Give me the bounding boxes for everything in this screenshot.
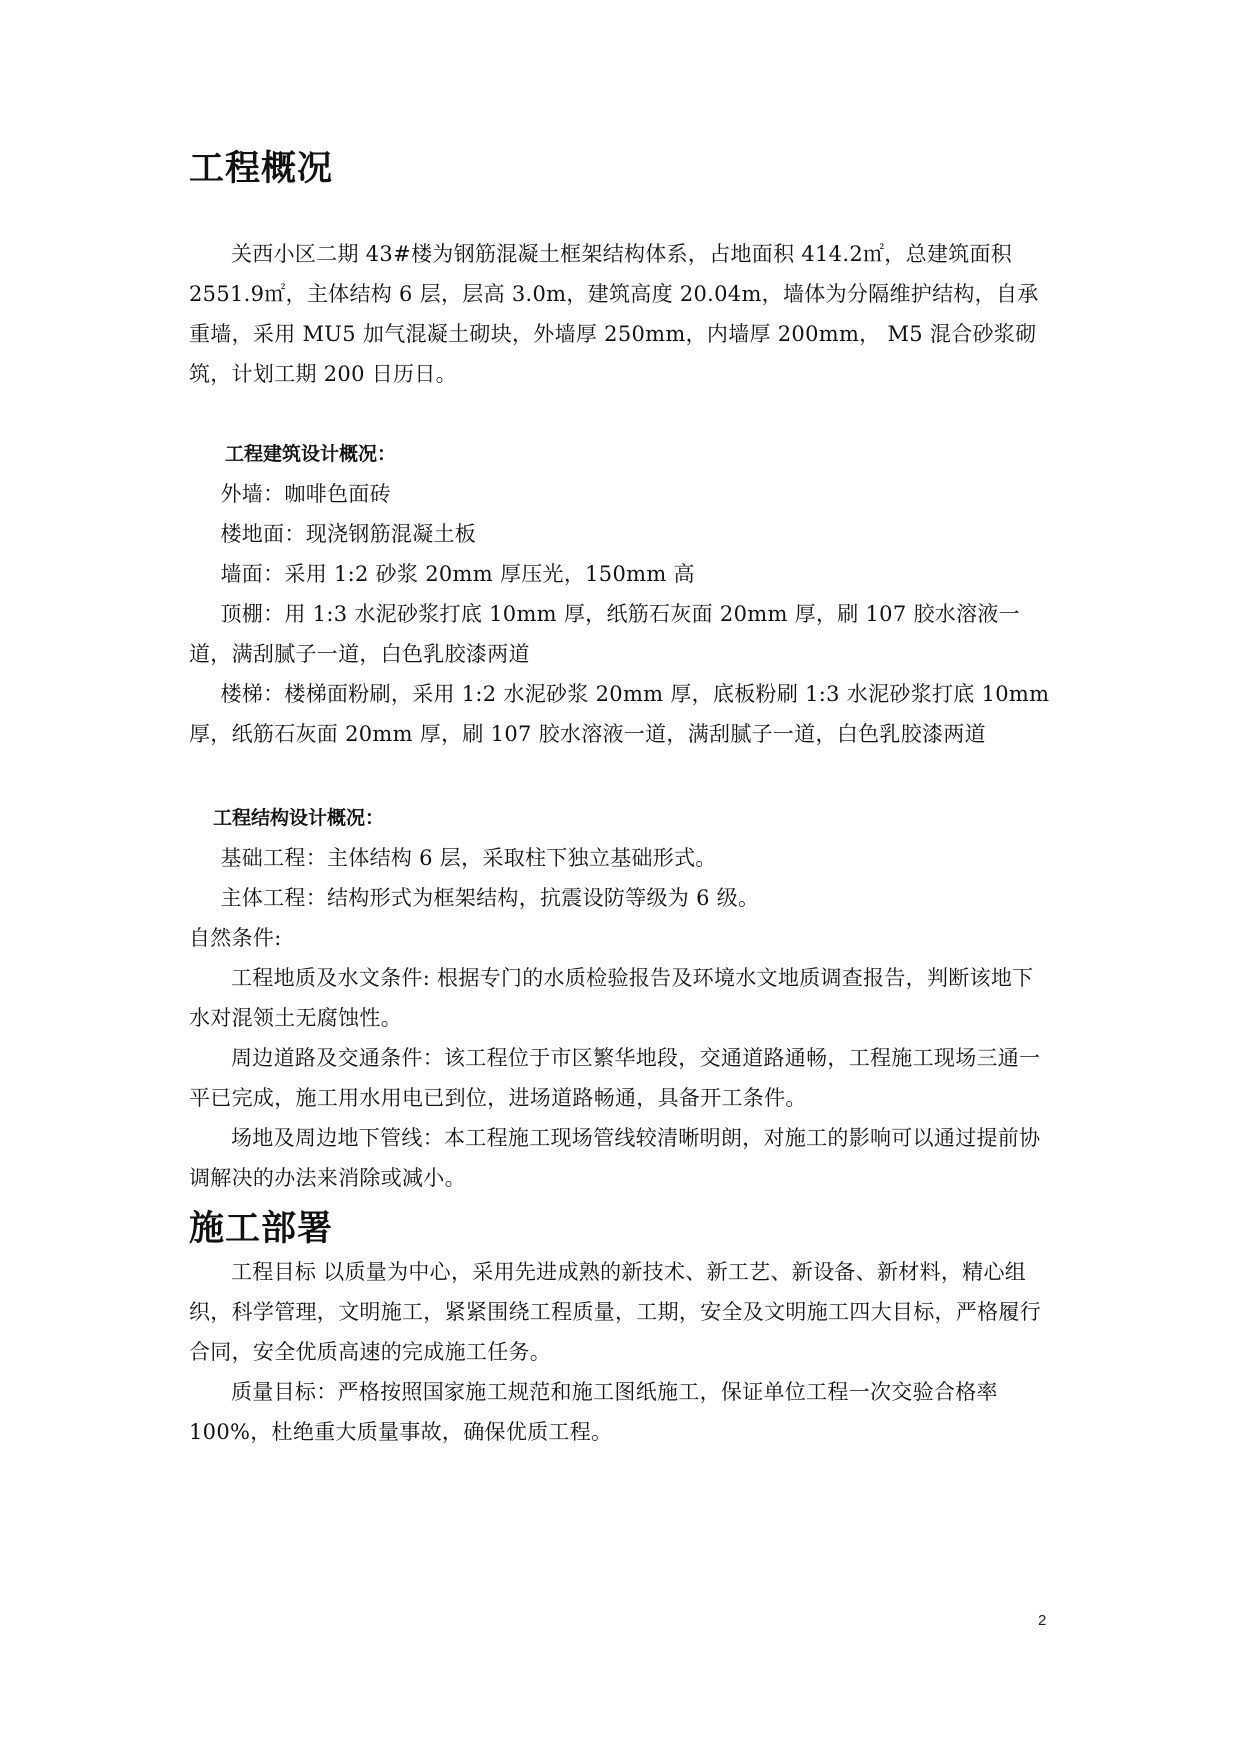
architecture-heading: 工程建筑设计概况： [225, 443, 397, 465]
structure-heading: 工程结构设计概况： [213, 807, 385, 829]
architecture-item-exterior-wall: 外墙：咖啡色面砖 [220, 482, 391, 506]
overview-intro: 关西小区二期 43#楼为钢筋混凝土框架结构体系，占地面积 414.2㎡，总建筑面积 2551.9㎡，主体结构 6 层，层高 3.0m，建筑高度 20.04m，墙体为分隔维护结构，自承重墙，采用 MU5 加气混凝土砌块，外墙厚 250mm，内墙厚 200mm， M5 混合砂浆砌筑，计划工期 200 日历日。 [189, 242, 1039, 386]
deployment-item-quality-goal: 质量目标：严格按照国家施工规范和施工图纸施工，保证单位工程一次交验合格率 100%，杜绝重大质量事故，确保优质工程。 [189, 1380, 998, 1444]
page-number: 2 [1038, 1612, 1047, 1629]
structure-item-foundation: 基础工程：主体结构 6 层，采取柱下独立基础形式。 [220, 846, 717, 870]
natural-item-pipelines: 场地及周边地下管线：本工程施工现场管线较清晰明朗，对施工的影响可以通过提前协调解决的办法来消除或减小。 [189, 1126, 1041, 1190]
overview-title: 工程概况 [189, 149, 334, 189]
natural-item-geology: 工程地质及水文条件: 根据专门的水质检验报告及环境水文地质调查报告，判断该地下水对混领土无腐蚀性。 [189, 966, 1034, 1030]
architecture-item-stairs: 楼梯：楼梯面粉刷，采用 1:2 水泥砂浆 20mm 厚，底板粉刷 1:3 水泥砂浆打底 10mm 厚，纸筋石灰面 20mm 厚，刷 107 胶水溶液一道，满刮腻子一道，白色乳胶漆两道 [189, 682, 1050, 746]
natural-conditions-heading: 自然条件: [189, 926, 282, 950]
page-content [189, 148, 1051, 1452]
deployment-item-project-goal: 工程目标 以质量为中心，采用先进成熟的新技术、新工艺、新设备、新材料，精心组织，科学管理，文明施工，紧紧围绕工程质量，工期，安全及文明施工四大目标，严格履行合同，安全优质高速的完成施工任务。 [189, 1260, 1041, 1364]
deployment-title: 施工部署 [189, 1209, 334, 1249]
structure-item-main: 主体工程：结构形式为框架结构，抗震设防等级为 6 级。 [220, 886, 760, 910]
architecture-item-wall-surface: 墙面：采用 1:2 砂浆 20mm 厚压光，150mm 高 [220, 562, 695, 586]
architecture-item-floor: 楼地面：现浇钢筋混凝土板 [220, 522, 477, 546]
natural-item-traffic: 周边道路及交通条件：该工程位于市区繁华地段，交通道路通畅，工程施工现场三通一平已完成，施工用水用电已到位，进场道路畅通，具备开工条件。 [189, 1046, 1041, 1110]
architecture-item-ceiling: 顶棚：用 1:3 水泥砂浆打底 10mm 厚，纸筋石灰面 20mm 厚，刷 107 胶水溶液一道，满刮腻子一道，白色乳胶漆两道 [189, 602, 1020, 666]
